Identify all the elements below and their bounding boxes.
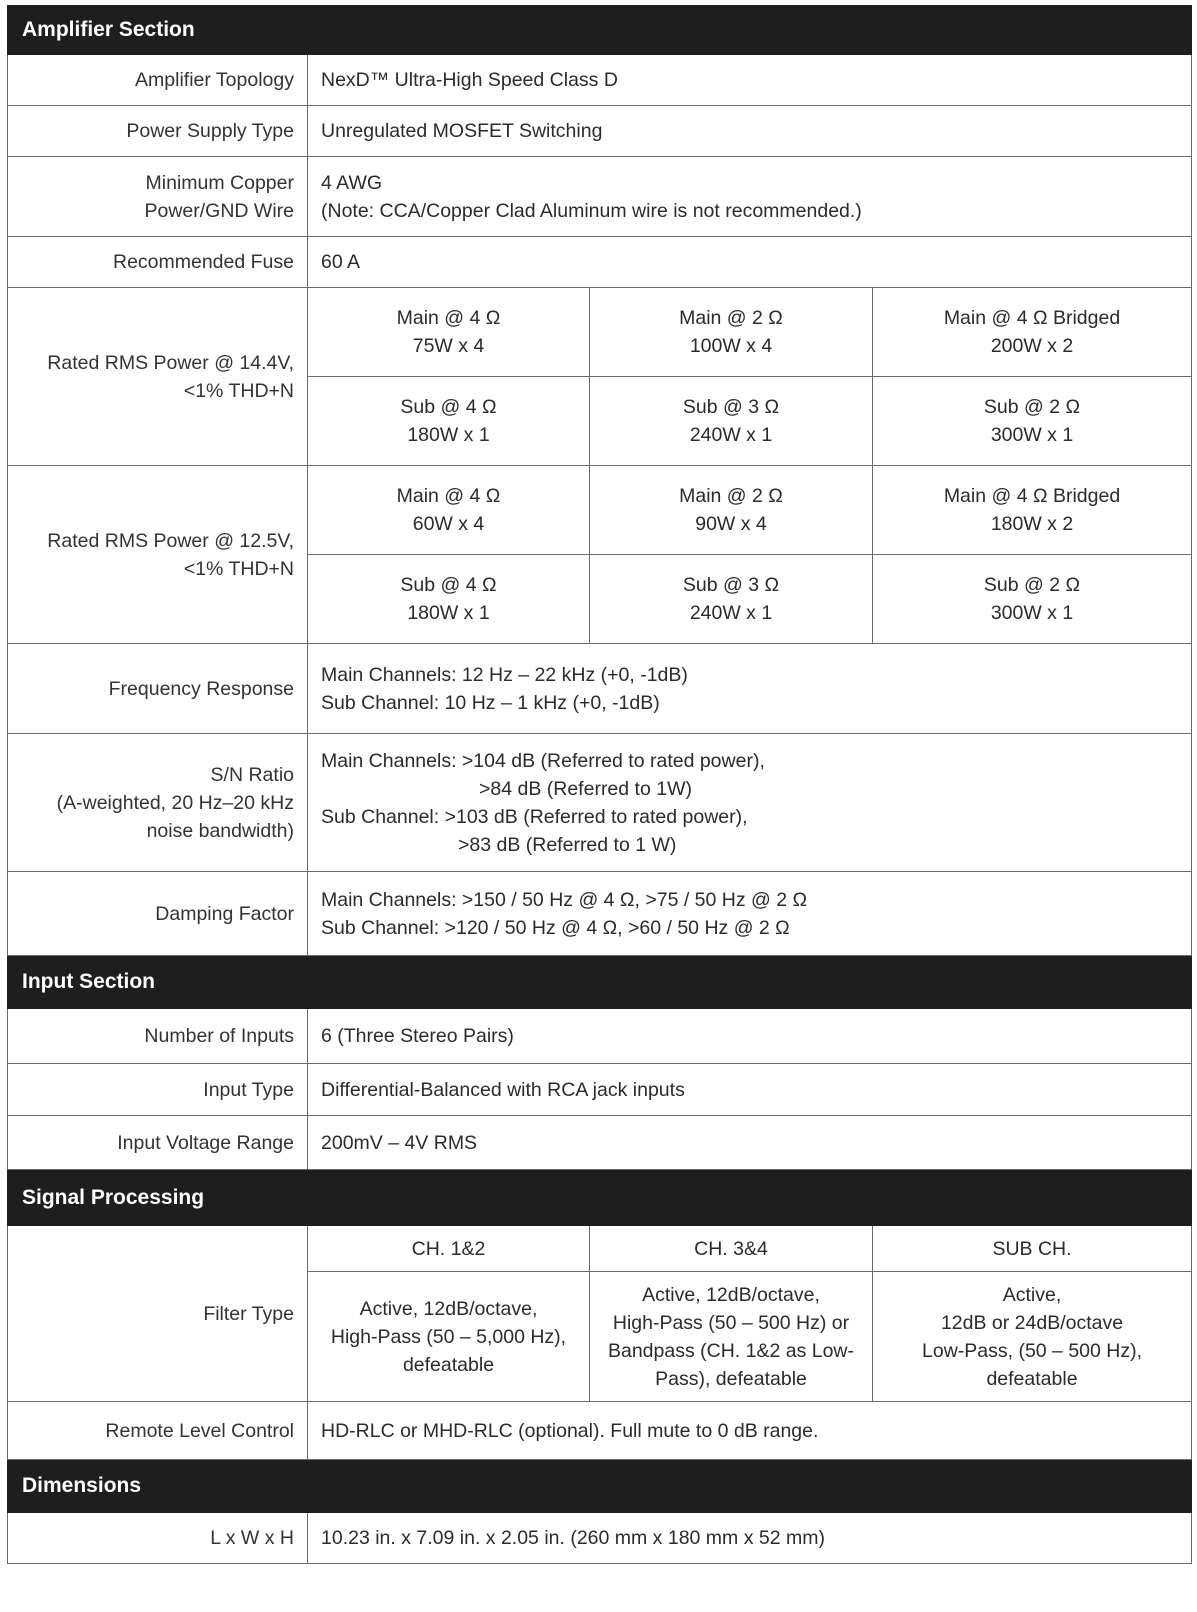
spec-row-filter-heads (8, 1226, 1192, 1272)
spec-row-dimensions (8, 1513, 1192, 1564)
snr-value-line2: >84 dB (Referred to 1W) (479, 777, 692, 800)
remote-value: HD-RLC or MHD-RLC (optional). Full mute to 0 dB range. (308, 1402, 1192, 1460)
spec-row-wire (8, 157, 1192, 237)
fuse-label: Recommended Fuse (8, 237, 308, 288)
filter-ch34-line: Bandpass (CH. 1&2 as Low- (607, 1339, 855, 1362)
wire-label (8, 157, 308, 237)
rms125-sub-cell (308, 555, 590, 644)
rms144-main-load: Main @ 4 Ω Bridged (943, 307, 1121, 329)
rms144-label-line2: <1% THD+N (183, 379, 294, 402)
amplifier-section-header (8, 6, 1192, 55)
snr-label-line3: noise bandwidth) (146, 819, 294, 842)
rms144-main-cell (873, 288, 1192, 377)
filter-ch12-line: Active, 12dB/octave, (359, 1297, 538, 1320)
remote-label: Remote Level Control (8, 1402, 308, 1460)
filter-ch12-line: defeatable (402, 1353, 495, 1376)
filter-ch34-line: Active, 12dB/octave, (642, 1283, 820, 1306)
wire-label-line2: Power/GND Wire (144, 199, 294, 222)
frequency-value-sub: Sub Channel: 10 Hz – 1 kHz (+0, -1dB) (321, 691, 660, 714)
spec-row-remote (8, 1402, 1192, 1460)
spec-row-snr (8, 734, 1192, 872)
spec-row-topology (8, 55, 1192, 106)
rms125-main-load: Main @ 4 Ω (396, 485, 501, 507)
rms144-label (8, 288, 308, 466)
spec-row-rms144-main (8, 288, 1192, 377)
snr-label-line2: (A-weighted, 20 Hz–20 kHz (56, 791, 294, 814)
rms125-label-line1: Rated RMS Power @ 12.5V, (47, 529, 294, 552)
rms144-main-cell (590, 288, 873, 377)
filter-channel-head: CH. 1&2 (308, 1226, 590, 1272)
rms144-sub-power: 240W x 1 (689, 424, 773, 446)
snr-value (308, 734, 1192, 872)
filter-sub-line: Low-Pass, (50 – 500 Hz), (922, 1339, 1143, 1362)
rms144-main-power: 75W x 4 (412, 335, 485, 357)
topology-value: NexD™ Ultra-High Speed Class D (308, 55, 1192, 106)
frequency-label: Frequency Response (8, 644, 308, 734)
spec-row-frequency (8, 644, 1192, 734)
input-voltage-label: Input Voltage Range (8, 1116, 308, 1170)
input-voltage-value: 200mV – 4V RMS (308, 1116, 1192, 1170)
input-type-label: Input Type (8, 1064, 308, 1116)
rms125-main-power: 180W x 2 (990, 513, 1074, 535)
rms125-sub-power: 180W x 1 (407, 602, 490, 624)
rms125-sub-load: Sub @ 4 Ω (400, 574, 497, 596)
filter-ch34-line: Pass), defeatable (655, 1367, 807, 1390)
rms125-main-cell (873, 466, 1192, 555)
filter-ch34-cell (590, 1272, 873, 1402)
spec-row-input-voltage (8, 1116, 1192, 1170)
filter-sub-line: Active, (1002, 1283, 1062, 1306)
amplifier-section-title: Amplifier Section (8, 6, 1192, 55)
spec-row-fuse (8, 237, 1192, 288)
dimensions-section-header (8, 1460, 1192, 1513)
filter-ch12-line: High-Pass (50 – 5,000 Hz), (330, 1325, 567, 1348)
rms125-sub-power: 300W x 1 (990, 602, 1074, 624)
rms144-main-load: Main @ 4 Ω (396, 307, 501, 329)
spec-row-power-supply (8, 106, 1192, 157)
spec-table (7, 5, 1192, 1564)
rms125-label-line2: <1% THD+N (183, 557, 294, 580)
wire-label-line1: Minimum Copper (145, 171, 294, 194)
input-section-header (8, 956, 1192, 1009)
filter-ch12-cell (308, 1272, 590, 1402)
input-count-value: 6 (Three Stereo Pairs) (308, 1009, 1192, 1064)
snr-label (8, 734, 308, 872)
damping-value-main: Main Channels: >150 / 50 Hz @ 4 Ω, >75 / 50 Hz @ 2 Ω (321, 888, 808, 911)
power-supply-label: Power Supply Type (8, 106, 308, 157)
rms144-sub-cell (873, 377, 1192, 466)
rms144-sub-cell (308, 377, 590, 466)
rms144-main-power: 100W x 4 (689, 335, 773, 357)
wire-value (308, 157, 1192, 237)
rms144-sub-load: Sub @ 3 Ω (682, 396, 780, 418)
input-section-title: Input Section (8, 956, 1192, 1009)
filter-label: Filter Type (8, 1226, 308, 1402)
signal-section-header (8, 1170, 1192, 1226)
rms144-sub-cell (590, 377, 873, 466)
input-count-label: Number of Inputs (8, 1009, 308, 1064)
rms125-main-load: Main @ 4 Ω Bridged (943, 485, 1121, 507)
snr-label-line1: S/N Ratio (210, 763, 294, 786)
rms125-sub-power: 240W x 1 (689, 602, 773, 624)
damping-label: Damping Factor (8, 872, 308, 956)
dimensions-value: 10.23 in. x 7.09 in. x 2.05 in. (260 mm x 180 mm x 52 mm) (308, 1513, 1192, 1564)
snr-value-line1: Main Channels: >104 dB (Referred to rated power), (321, 749, 765, 772)
power-supply-value: Unregulated MOSFET Switching (308, 106, 1192, 157)
rms144-label-line1: Rated RMS Power @ 14.4V, (47, 351, 294, 374)
rms125-sub-load: Sub @ 2 Ω (983, 574, 1081, 596)
spec-row-input-type (8, 1064, 1192, 1116)
snr-value-line4: >83 dB (Referred to 1 W) (458, 833, 677, 856)
filter-channel-head: CH. 3&4 (590, 1226, 873, 1272)
rms125-main-power: 60W x 4 (412, 513, 485, 535)
input-type-value: Differential-Balanced with RCA jack inputs (308, 1064, 1192, 1116)
rms125-sub-cell (873, 555, 1192, 644)
rms144-sub-power: 300W x 1 (990, 424, 1074, 446)
topology-label: Amplifier Topology (8, 55, 308, 106)
filter-sub-line: defeatable (986, 1367, 1078, 1390)
wire-value-line1: 4 AWG (321, 171, 383, 194)
rms125-label (8, 466, 308, 644)
rms125-main-load: Main @ 2 Ω (679, 485, 783, 507)
rms144-sub-power: 180W x 1 (407, 424, 490, 446)
snr-value-line3: Sub Channel: >103 dB (Referred to rated power), (321, 805, 748, 828)
rms125-sub-cell (590, 555, 873, 644)
dimensions-section-title: Dimensions (8, 1460, 1192, 1513)
wire-value-line2: (Note: CCA/Copper Clad Aluminum wire is not recommended.) (321, 199, 862, 222)
dimensions-label: L x W x H (8, 1513, 308, 1564)
rms144-main-cell (308, 288, 590, 377)
rms125-main-power: 90W x 4 (695, 513, 767, 535)
frequency-value (308, 644, 1192, 734)
filter-sub-line: 12dB or 24dB/octave (940, 1311, 1124, 1334)
rms144-sub-load: Sub @ 4 Ω (400, 396, 497, 418)
spec-row-rms125-main (8, 466, 1192, 555)
filter-sub-cell (873, 1272, 1192, 1402)
rms144-sub-load: Sub @ 2 Ω (983, 396, 1081, 418)
signal-section-title: Signal Processing (8, 1170, 1192, 1226)
damping-value (308, 872, 1192, 956)
rms125-main-cell (590, 466, 873, 555)
filter-channel-head: SUB CH. (873, 1226, 1192, 1272)
spec-row-damping (8, 872, 1192, 956)
spec-row-input-count (8, 1009, 1192, 1064)
filter-ch34-line: High-Pass (50 – 500 Hz) or (612, 1311, 850, 1334)
fuse-value: 60 A (308, 237, 1192, 288)
rms144-main-power: 200W x 2 (990, 335, 1074, 357)
damping-value-sub: Sub Channel: >120 / 50 Hz @ 4 Ω, >60 / 50 Hz @ 2 Ω (321, 916, 790, 939)
rms125-sub-load: Sub @ 3 Ω (682, 574, 780, 596)
frequency-value-main: Main Channels: 12 Hz – 22 kHz (+0, -1dB) (321, 663, 688, 686)
rms144-main-load: Main @ 2 Ω (679, 307, 783, 329)
rms125-main-cell (308, 466, 590, 555)
